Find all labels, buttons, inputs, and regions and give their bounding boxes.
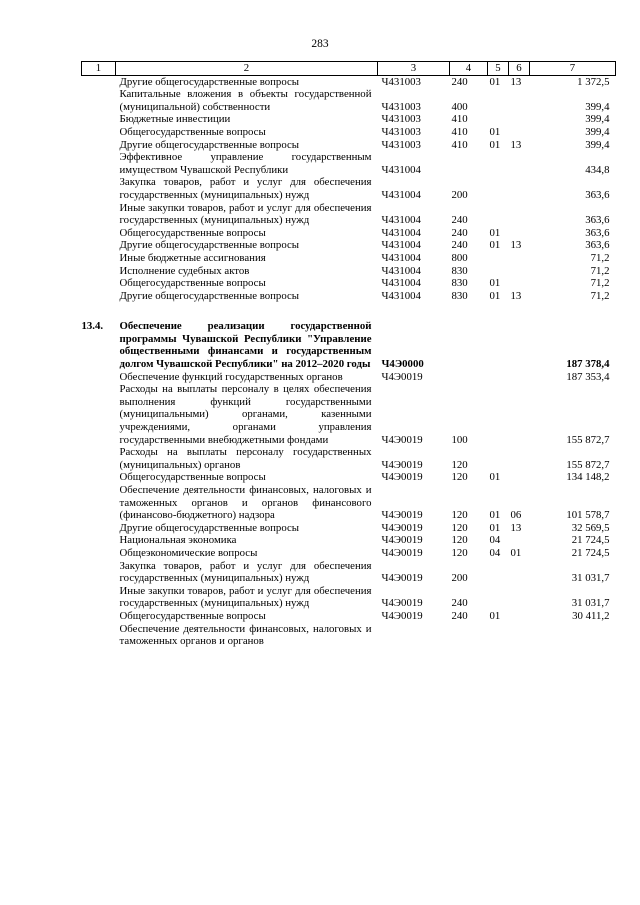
row-section xyxy=(488,371,509,384)
row-section xyxy=(488,202,509,227)
section-subsection xyxy=(509,320,530,370)
row-name: Исполнение судебных актов xyxy=(119,264,250,277)
row-code: Ч4Э0019 xyxy=(381,458,423,471)
row-name: Обеспечение функций государственных органов xyxy=(119,370,343,383)
row-subsection xyxy=(509,151,530,176)
row-name: Общегосударственные вопросы xyxy=(119,277,266,290)
row-expense-type: 200 xyxy=(451,572,468,585)
row-section-number xyxy=(82,277,116,290)
row-section xyxy=(488,252,509,265)
row-section-number xyxy=(82,252,116,265)
row-amount: 31 031,7 xyxy=(571,572,610,585)
row-amount: 1 372,5 xyxy=(577,75,610,88)
row-section: 04 xyxy=(489,546,501,559)
row-subsection xyxy=(509,534,530,547)
row-name: Общегосударственные вопросы xyxy=(119,471,266,484)
row-amount: 30 411,2 xyxy=(572,609,610,622)
row-code: Ч4Э0019 xyxy=(381,509,423,522)
row-section xyxy=(488,585,509,610)
row-expense-type: 240 xyxy=(451,226,468,239)
table-row xyxy=(82,585,616,610)
table-header-row xyxy=(82,62,616,76)
row-name: Другие общегосударственные вопросы xyxy=(119,521,300,534)
row-subsection xyxy=(509,610,530,623)
table-row xyxy=(82,383,616,446)
row-section: 01 xyxy=(489,125,501,138)
table-row xyxy=(82,151,616,176)
row-code: Ч431003 xyxy=(381,125,421,138)
row-amount: 434,8 xyxy=(585,163,610,176)
row-name: Расходы на выплаты персоналу в целях обеспечения выполнения функций государственными (муниципальными) органами, казенными учреждениями, органами управления государственными внебюджетными фондами xyxy=(119,383,372,446)
row-code: Ч431003 xyxy=(381,100,421,113)
row-subsection xyxy=(509,265,530,278)
table-row xyxy=(82,471,616,484)
row-expense-type: 120 xyxy=(451,458,468,471)
row-code: Ч4Э0019 xyxy=(381,546,423,559)
table-row xyxy=(82,446,616,471)
row-code: Ч4Э0019 xyxy=(381,521,423,534)
table-row xyxy=(82,290,616,303)
row-section: 01 xyxy=(489,521,501,534)
row-section: 01 xyxy=(489,75,501,88)
row-amount: 399,4 xyxy=(585,138,610,151)
row-subsection: 13 xyxy=(510,239,522,252)
row-expense-type xyxy=(450,371,488,384)
row-amount xyxy=(530,623,616,648)
table-row xyxy=(82,88,616,113)
row-amount: 71,2 xyxy=(590,264,610,277)
row-subsection: 13 xyxy=(510,289,522,302)
row-code: Ч431004 xyxy=(381,214,421,227)
row-subsection xyxy=(509,88,530,113)
row-code: Ч4Э0019 xyxy=(381,534,423,547)
row-expense-type: 240 xyxy=(451,214,468,227)
row-subsection xyxy=(509,446,530,471)
row-section: 04 xyxy=(489,534,501,547)
row-amount: 399,4 xyxy=(585,125,610,138)
row-code: Ч431003 xyxy=(381,138,421,151)
row-expense-type: 240 xyxy=(451,597,468,610)
row-expense-type: 240 xyxy=(451,609,468,622)
row-section-number xyxy=(82,484,116,522)
row-amount: 399,4 xyxy=(585,113,610,126)
row-subsection xyxy=(509,585,530,610)
section-code: Ч4Э0000 xyxy=(381,358,424,371)
row-amount: 399,4 xyxy=(585,100,610,113)
row-section-number xyxy=(82,383,116,446)
row-name: Эффективное управление государственным имуществом Чувашской Республики xyxy=(119,151,372,176)
row-section-number xyxy=(82,75,116,88)
row-subsection xyxy=(509,371,530,384)
spacer-row xyxy=(82,302,616,320)
table-row xyxy=(82,75,616,88)
row-section-number xyxy=(82,139,116,152)
row-code: Ч4Э0019 xyxy=(381,572,423,585)
row-code: Ч431003 xyxy=(381,75,421,88)
row-subsection: 13 xyxy=(510,521,522,534)
table-row xyxy=(82,522,616,535)
row-section-number xyxy=(82,113,116,126)
section-row xyxy=(82,320,616,370)
row-section-number xyxy=(82,534,116,547)
table-row xyxy=(82,534,616,547)
row-expense-type: 200 xyxy=(451,188,468,201)
section-amount: 187 378,4 xyxy=(566,358,610,371)
row-expense-type: 120 xyxy=(451,471,468,484)
row-amount: 363,6 xyxy=(585,226,610,239)
section-section-number: 13.4. xyxy=(81,320,104,333)
row-section-number xyxy=(82,471,116,484)
header-col-2: 2 xyxy=(116,62,378,76)
row-code: Ч431003 xyxy=(381,113,421,126)
table-row xyxy=(82,176,616,201)
header-col-6: 6 xyxy=(509,62,530,76)
row-expense-type: 800 xyxy=(451,251,468,264)
row-amount: 21 724,5 xyxy=(571,546,610,559)
row-section-number xyxy=(82,151,116,176)
row-section-number xyxy=(82,176,116,201)
row-name: Национальная экономика xyxy=(119,534,237,547)
row-section: 01 xyxy=(489,239,501,252)
header-col-7: 7 xyxy=(530,62,616,76)
row-name: Общегосударственные вопросы xyxy=(119,609,266,622)
row-expense-type xyxy=(450,623,488,648)
row-section xyxy=(488,446,509,471)
row-section-number xyxy=(82,88,116,113)
row-name: Другие общегосударственные вопросы xyxy=(119,138,300,151)
row-section-number xyxy=(82,446,116,471)
row-code: Ч4Э0019 xyxy=(381,370,423,383)
row-code: Ч431004 xyxy=(381,289,421,302)
table-row xyxy=(82,560,616,585)
row-name: Общегосударственные вопросы xyxy=(119,125,266,138)
row-expense-type: 240 xyxy=(451,75,468,88)
row-expense-type: 100 xyxy=(451,433,468,446)
row-subsection xyxy=(509,176,530,201)
row-code xyxy=(378,623,450,648)
table-row xyxy=(82,139,616,152)
row-subsection xyxy=(509,126,530,139)
header-col-1: 1 xyxy=(82,62,116,76)
row-amount: 363,6 xyxy=(585,214,610,227)
row-name: Другие общегосударственные вопросы xyxy=(119,239,300,252)
row-section xyxy=(488,265,509,278)
row-section-number xyxy=(82,623,116,648)
row-expense-type: 120 xyxy=(451,509,468,522)
row-subsection xyxy=(509,202,530,227)
row-section-number xyxy=(82,560,116,585)
row-expense-type: 120 xyxy=(451,534,468,547)
row-name: Общегосударственные вопросы xyxy=(119,226,266,239)
table-row xyxy=(82,265,616,278)
table-row xyxy=(82,113,616,126)
row-section xyxy=(488,560,509,585)
row-amount: 363,6 xyxy=(585,188,610,201)
row-name: Иные закупки товаров, работ и услуг для обеспечения государственных (муниципальных) нужд xyxy=(119,584,372,610)
row-section xyxy=(488,623,509,648)
row-section-number xyxy=(82,290,116,303)
row-expense-type: 830 xyxy=(451,264,468,277)
row-expense-type: 410 xyxy=(451,113,468,126)
row-code: Ч431004 xyxy=(381,239,421,252)
row-section: 01 xyxy=(489,471,501,484)
row-section-number xyxy=(82,547,116,560)
table-row xyxy=(82,227,616,240)
table-body xyxy=(82,75,616,648)
row-section xyxy=(488,88,509,113)
row-section: 01 xyxy=(489,138,501,151)
row-section xyxy=(488,383,509,446)
row-subsection xyxy=(509,113,530,126)
row-code: Ч431004 xyxy=(381,163,421,176)
row-section-number xyxy=(82,610,116,623)
table-row xyxy=(82,277,616,290)
row-section-number xyxy=(82,126,116,139)
row-code: Ч4Э0019 xyxy=(381,471,423,484)
row-amount: 101 578,7 xyxy=(566,509,610,522)
row-expense-type: 120 xyxy=(451,546,468,559)
row-section: 01 xyxy=(489,509,501,522)
row-amount: 155 872,7 xyxy=(566,433,610,446)
row-section-number xyxy=(82,265,116,278)
row-subsection xyxy=(509,471,530,484)
row-section xyxy=(488,176,509,201)
table-row xyxy=(82,623,616,648)
row-name: Иные закупки товаров, работ и услуг для обеспечения государственных (муниципальных) нужд xyxy=(119,201,372,227)
row-section-number xyxy=(82,522,116,535)
row-name: Расходы на выплаты персоналу государственных (муниципальных) органов xyxy=(119,446,372,471)
row-expense-type: 830 xyxy=(451,277,468,290)
row-amount: 32 569,5 xyxy=(571,521,610,534)
row-section-number xyxy=(82,585,116,610)
row-code: Ч431004 xyxy=(381,264,421,277)
row-name: Другие общегосударственные вопросы xyxy=(119,75,300,88)
table-row xyxy=(82,547,616,560)
row-amount: 71,2 xyxy=(590,277,610,290)
row-name: Иные бюджетные ассигнования xyxy=(119,251,266,264)
row-code: Ч4Э0019 xyxy=(381,609,423,622)
table-row xyxy=(82,126,616,139)
row-section-number xyxy=(82,371,116,384)
row-subsection xyxy=(509,277,530,290)
row-section: 01 xyxy=(489,289,501,302)
budget-table xyxy=(81,61,616,648)
row-section xyxy=(488,151,509,176)
row-expense-type: 120 xyxy=(451,521,468,534)
row-amount: 71,2 xyxy=(590,251,610,264)
row-name: Обеспечение деятельности финансовых, налоговых и таможенных органов и органов финансового (финансово-бюджетного) надзора xyxy=(119,484,372,522)
row-code: Ч431004 xyxy=(381,251,421,264)
row-name: Общеэкономические вопросы xyxy=(119,546,258,559)
row-name: Обеспечение деятельности финансовых, налоговых и таможенных органов и органов xyxy=(119,622,372,648)
row-section-number xyxy=(82,227,116,240)
row-expense-type: 410 xyxy=(451,125,468,138)
row-code: Ч4Э0019 xyxy=(381,597,423,610)
row-code: Ч4Э0019 xyxy=(381,433,423,446)
table-row xyxy=(82,484,616,522)
row-code: Ч431004 xyxy=(381,188,421,201)
table-row xyxy=(82,239,616,252)
row-subsection: 01 xyxy=(510,546,522,559)
row-subsection xyxy=(509,383,530,446)
page-number: 283 xyxy=(311,38,329,50)
row-section: 01 xyxy=(489,277,501,290)
row-subsection xyxy=(509,623,530,648)
row-section xyxy=(488,113,509,126)
row-name: Другие общегосударственные вопросы xyxy=(119,289,300,302)
row-subsection xyxy=(509,227,530,240)
row-amount: 21 724,5 xyxy=(571,534,610,547)
row-expense-type: 240 xyxy=(451,239,468,252)
row-subsection xyxy=(509,252,530,265)
row-code: Ч431004 xyxy=(381,226,421,239)
header-col-4: 4 xyxy=(450,62,488,76)
row-amount: 155 872,7 xyxy=(566,458,610,471)
table-row xyxy=(82,610,616,623)
row-name: Бюджетные инвестиции xyxy=(119,113,231,126)
row-section-number xyxy=(82,202,116,227)
section-section xyxy=(488,320,509,370)
row-code: Ч431004 xyxy=(381,277,421,290)
row-expense-type: 400 xyxy=(451,100,468,113)
row-name: Капитальные вложения в объекты государственной (муниципальной) собственности xyxy=(119,88,372,113)
row-subsection: 13 xyxy=(510,138,522,151)
row-amount: 71,2 xyxy=(590,289,610,302)
row-subsection xyxy=(509,560,530,585)
row-subsection: 06 xyxy=(510,509,522,522)
row-section-number xyxy=(82,239,116,252)
section-name: Обеспечение реализации государственной программы Чувашской Республики "Управление общественными финансами и государственным долгом Чувашской Республики" на 2012–2020 годы xyxy=(119,320,372,371)
header-col-5: 5 xyxy=(488,62,509,76)
row-expense-type: 830 xyxy=(451,289,468,302)
row-section: 01 xyxy=(489,226,501,239)
row-expense-type xyxy=(450,151,488,176)
row-expense-type: 410 xyxy=(451,138,468,151)
row-name: Закупка товаров, работ и услуг для обеспечения государственных (муниципальных) нужд xyxy=(119,176,372,201)
header-col-3: 3 xyxy=(378,62,450,76)
table-row xyxy=(82,371,616,384)
row-name: Закупка товаров, работ и услуг для обеспечения государственных (муниципальных) нужд xyxy=(119,559,372,585)
row-amount: 31 031,7 xyxy=(571,597,610,610)
row-section: 01 xyxy=(489,609,501,622)
row-amount: 187 353,4 xyxy=(566,370,610,383)
table-row xyxy=(82,202,616,227)
section-expense-type xyxy=(450,320,488,370)
row-subsection: 13 xyxy=(510,75,522,88)
row-amount: 134 148,2 xyxy=(566,471,610,484)
table-row xyxy=(82,252,616,265)
row-amount: 363,6 xyxy=(585,239,610,252)
